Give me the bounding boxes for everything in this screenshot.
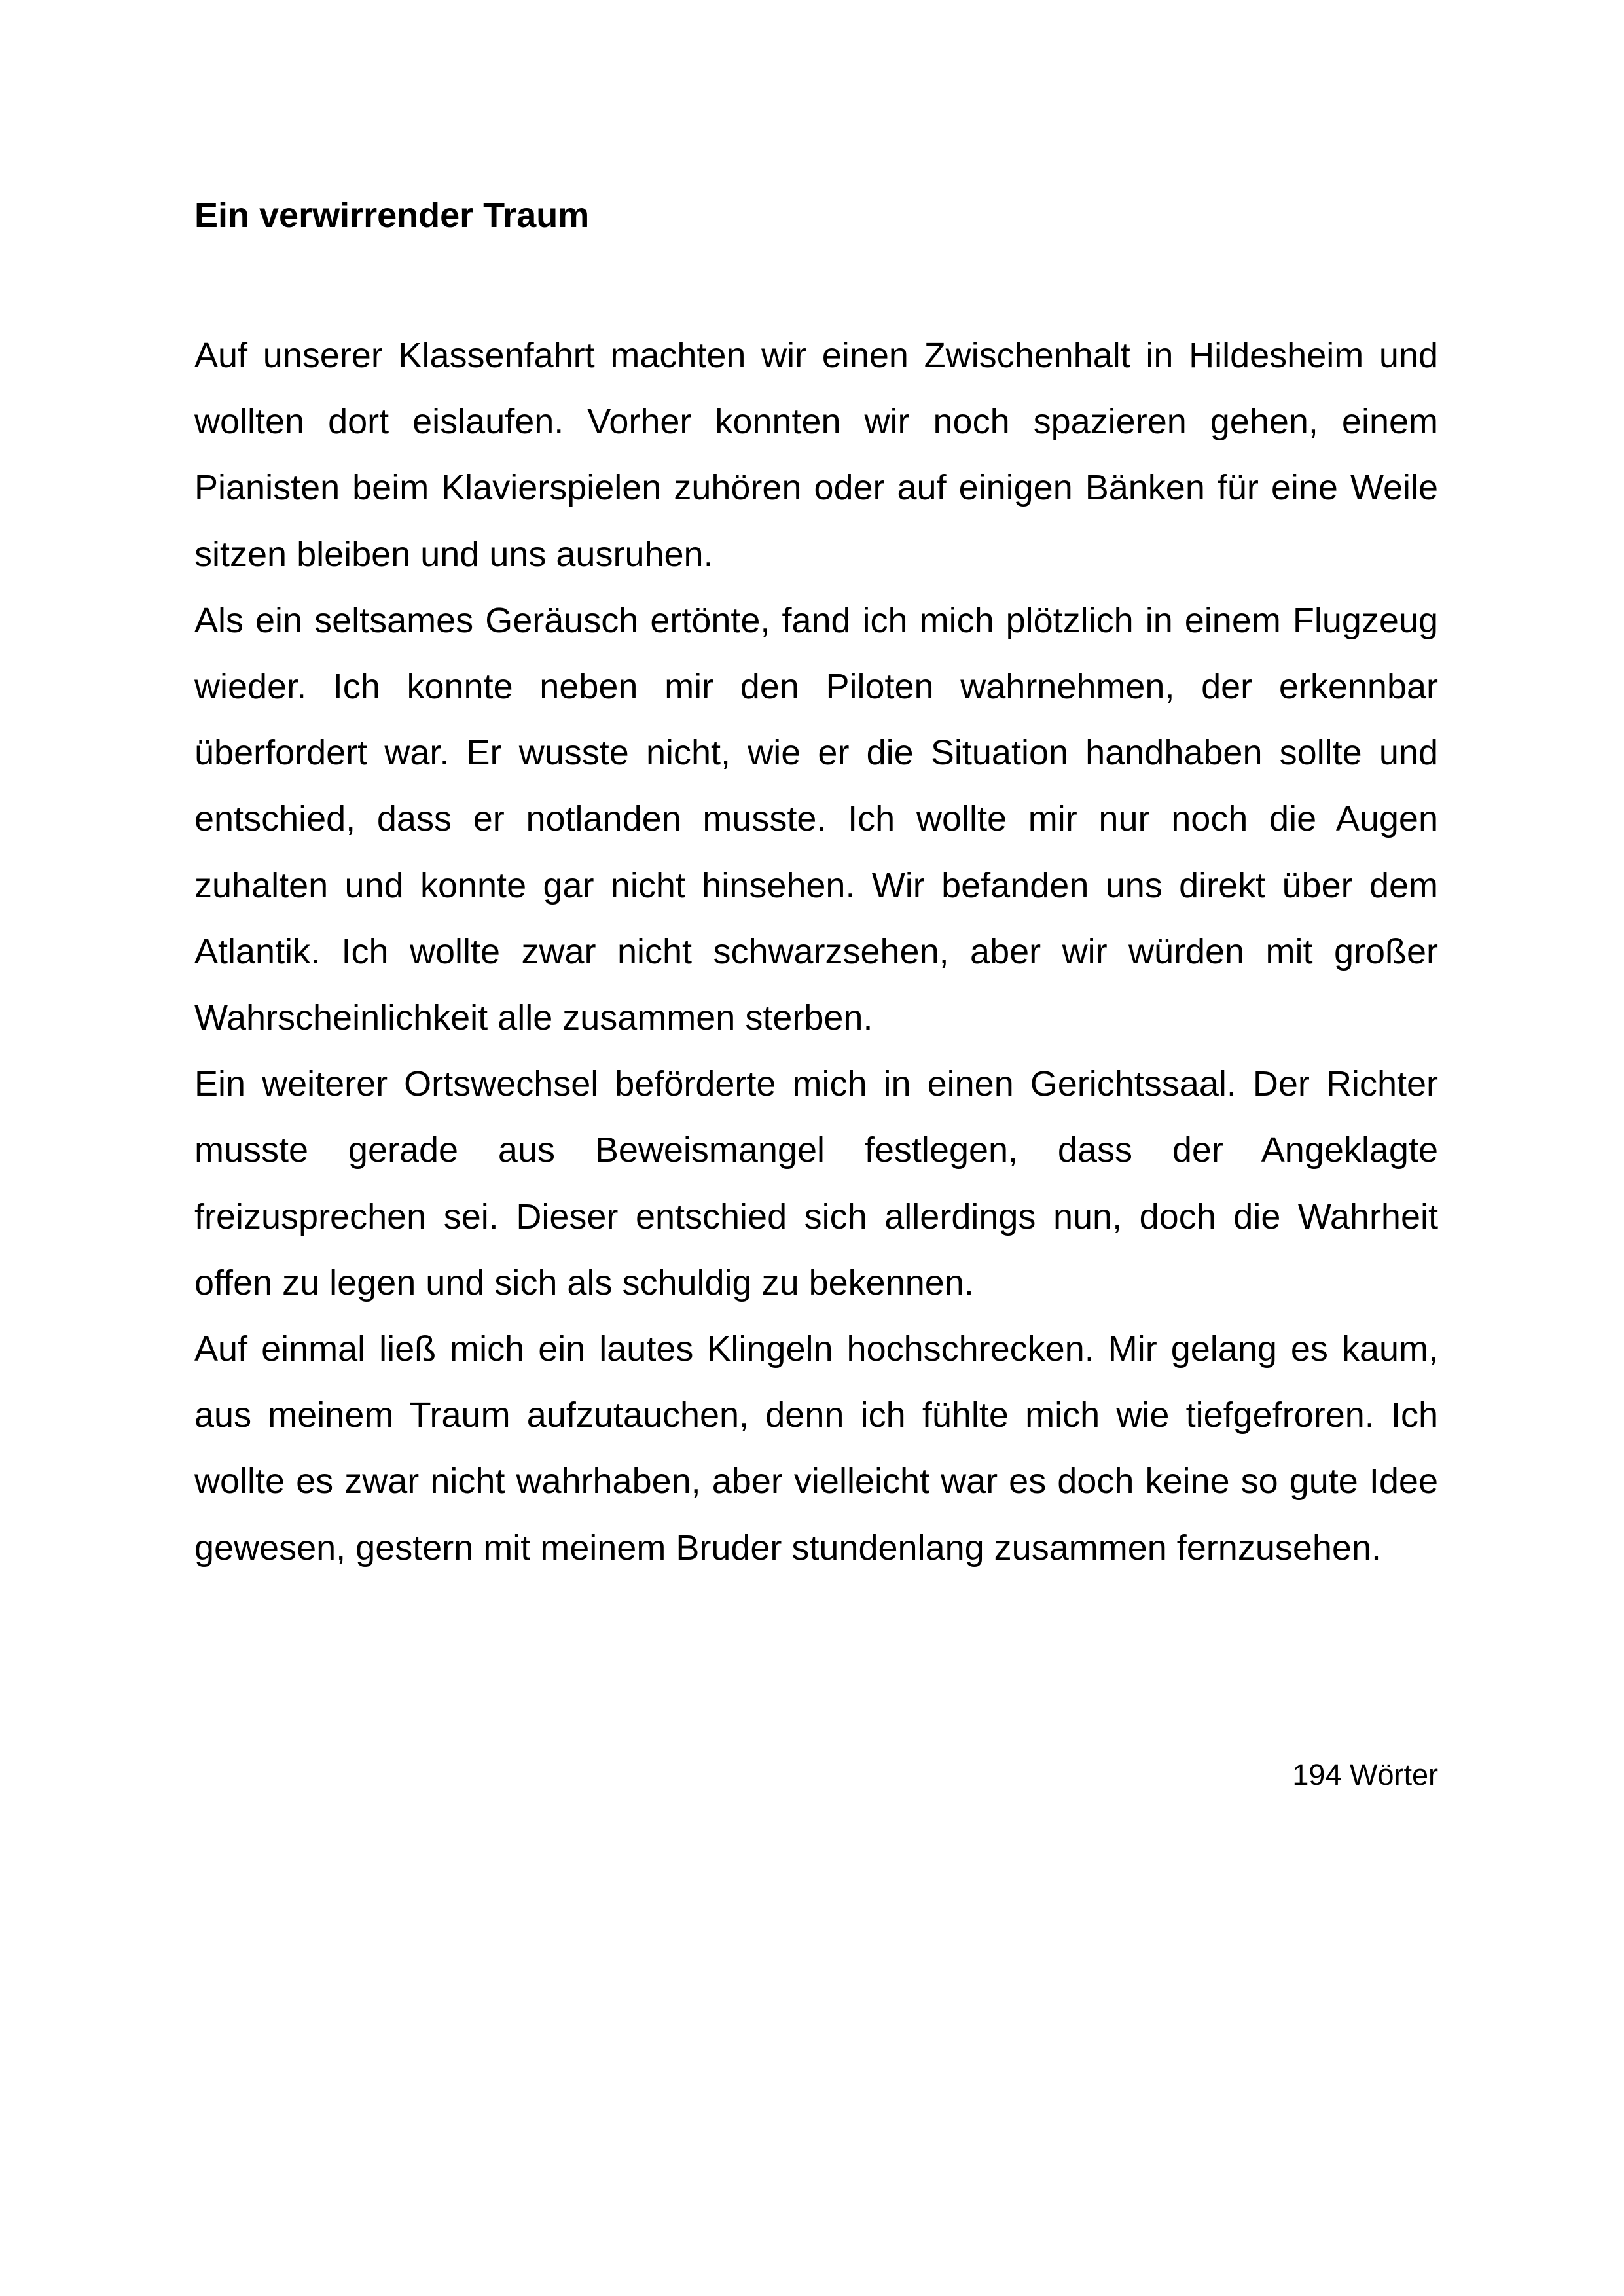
paragraph-4: Auf einmal ließ mich ein lautes Klingeln hochschrecken. Mir gelang es kaum, aus meinem Traum aufzutauchen, denn ich fühlte mich wie tiefgefroren. Ich wollte es zwar nicht wahrhaben, aber vielleicht war es doch keine so gute Idee gewesen, gestern mit meinem Bruder stundenlang zusammen fernzusehen. xyxy=(194,1329,1438,1568)
document-title: Ein verwirrender Traum xyxy=(194,196,590,235)
paragraph-1: Auf unserer Klassenfahrt machten wir einen Zwischenhalt in Hildesheim und wollten dort eislaufen. Vorher konnten wir noch spazieren gehen, einem Pianisten beim Klavierspielen zuhören oder auf einigen Bänken für eine Weile sitzen bleiben und uns ausruhen. xyxy=(194,336,1438,574)
paragraph-3: Ein weiterer Ortswechsel beförderte mich in einen Gerichtssaal. Der Richter musste gerade aus Beweismangel festlegen, dass der Angeklagte freizusprechen sei. Dieser entschied sich allerdings nun, doch die Wahrheit offen zu legen und sich als schuldig zu bekennen. xyxy=(194,1064,1438,1302)
paragraph-2: Als ein seltsames Geräusch ertönte, fand ich mich plötzlich in einem Flugzeug wieder. Ich konnte neben mir den Piloten wahrnehmen, der erkennbar überfordert war. Er wusste nicht, wie er die Situation handhaben sollte und entschied, dass er notlanden musste. Ich wollte mir nur noch die Augen zuhalten und konnte gar nicht hinsehen. Wir befanden uns direkt über dem Atlantik. Ich wollte zwar nicht schwarzsehen, aber wir würden mit großer Wahrscheinlichkeit alle zusammen sterben. xyxy=(194,600,1438,1038)
document-body xyxy=(194,323,1438,1581)
word-count: 194 Wörter xyxy=(1292,1758,1438,1791)
